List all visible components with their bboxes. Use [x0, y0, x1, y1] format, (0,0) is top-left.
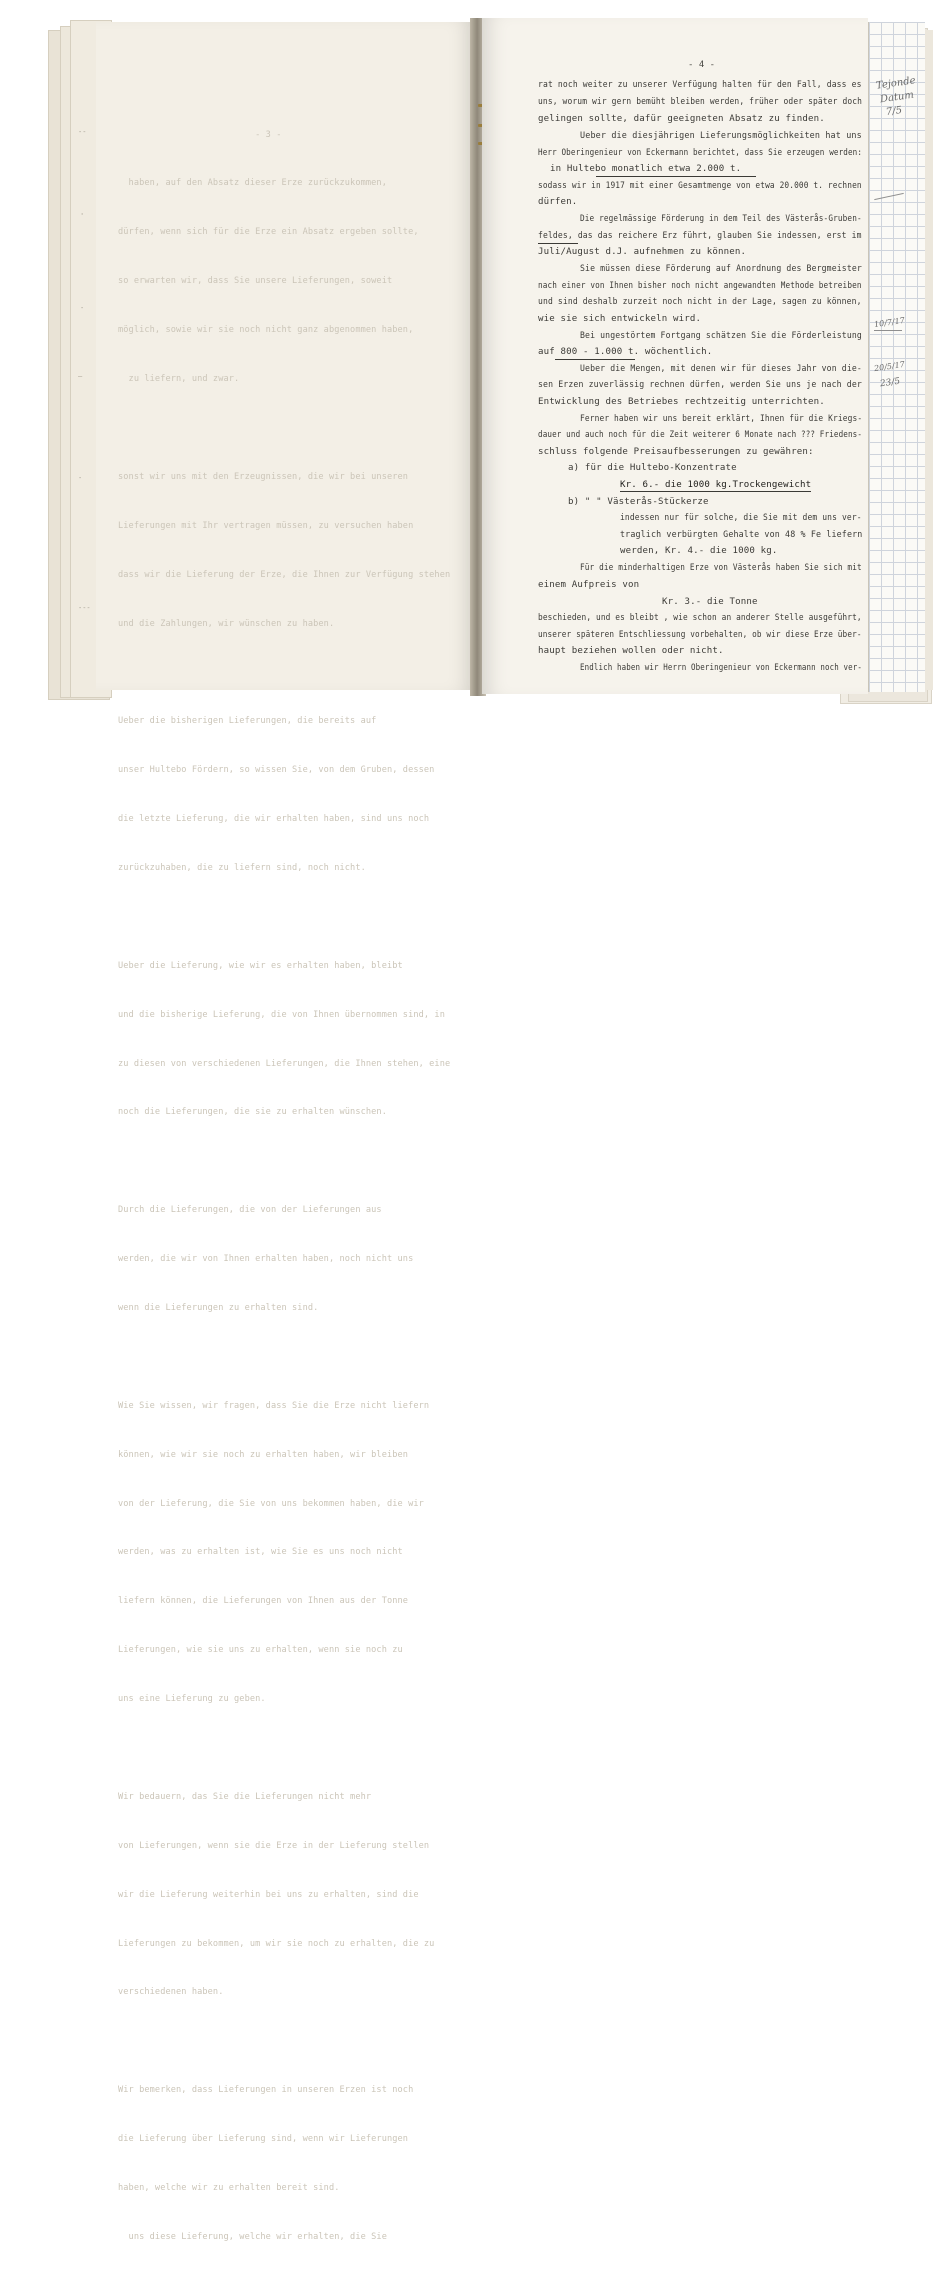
left-page	[96, 22, 474, 2242]
underline-feldes	[538, 243, 578, 244]
underline-tonnage	[555, 359, 635, 360]
text-line: indessen nur für solche, die Sie mit dem uns ver-	[620, 513, 862, 523]
ledger-note-5: 20/5/17	[873, 359, 906, 374]
scan-stage: -- ' - — - --- - 3 - haben, auf den Absatz dieser Erze zurückzukommen, dürfen, wenn sich für die Erze ein Absatz ergeben sollte, so erwarten wir, dass Sie unsere Lieferungen, soweit möglich, sowie wir sie noch nicht ganz abgenommen haben, zu liefern, und zwar. sonst wir uns mit den Erzeugnissen, die wir bei unseren Lieferungen mit Ihr vertragen müssen, zu versuchen haben dass wir die Lieferung der Erze, die Ihnen zur Verfügung stehen und die Zahlungen, wir wünschen zu haben. Ueber die bisherigen Lieferungen, die bereits auf unser Hultebo Fördern, so wissen Sie, von dem Gruben, dessen die letzte Lieferung, die wir erhalten haben, sind uns noch zurückzuhaben, die zu liefern sind, noch nicht. Ueber die Lieferung, wie wir es erhalten haben, bleibt und die bisherige Lieferung, die von Ihnen übernommen sind, in zu diesen von verschiedenen Lieferungen, die Ihnen stehen, eine noch die Lieferungen, die sie zu erhalten wünschen. Durch die Lieferungen, die von der Lieferungen aus werden, die wir von Ihnen erhalten haben, noch nicht uns wenn die Lieferungen zu erhalten sind. Wie Sie wissen, wir fragen, dass Sie die Erze nicht liefern können, wie wir sie noch zu erhalten haben, wir bleiben von der Lieferung, die Sie von uns bekommen haben, die wir werden, was zu erhalten ist, wie Sie es uns noch nicht liefern können, die Lieferungen von Ihnen aus der Tonne Lieferungen, wie sie uns zu erhalten, wenn sie noch zu uns eine Lieferung zu geben. Wir bedauern, das Sie die Lieferungen nicht mehr von Lieferungen, wenn sie die Erze in der Lieferung stellen wir die Lieferung weiterhin bei uns zu erhalten, sind die Lieferungen zu bekommen, um wir sie noch zu erhalten, die zu verschiedenen haben. Wir bemerken, dass Lieferungen in unseren Erzen ist noch die Lieferung über Lieferung sind, wenn wir Lieferungen haben, welche wir zu erhalten bereit sind. uns diese Lieferung, welche wir erhalten, die Sie Tejonde Datum 7/5 10/7/17 20/5/17 23/5 - 4 - rat noch weiter zu unserer Verfügung halten für den Fall, dass es uns, worum wir gern bemüht bleiben werden, früher oder später doch gelingen sollte, dafür geeigneten Absatz zu finden. Ueber die diesjährigen Lieferungsmöglichkeiten hat uns Herr Oberingenieur von Eckermann berichtet, dass Sie erzeugen werden: in Hultebo monatlich etwa 2.000 t. sodass wir in 1917 mit einer Gesamtmenge von etwa 20.000 t. rechnen dürfen. Die regelmässige Förderung in dem Teil des Västerås-Gruben- feldes, das das reichere Erz führt, glauben Sie indessen, erst im Juli/August d.J. aufnehmen zu können. Sie müssen diese Förderung auf Anordnung des Bergmeister nach einer von Ihnen bisher noch nicht angewandten Methode betreiben und sind deshalb zurzeit noch nicht in der Lage, sagen zu können, wie sie sich entwickeln wird. Bei ungestörtem Fortgang schätzen Sie die Förderleistung auf 800 - 1.000 t. wöchentlich. Ueber die Mengen, mit denen wir für dieses Jahr von die- sen Erzen zuverlässig rechnen dürfen, werden Sie uns je nach der Entwicklung des Betriebes rechtzeitig unterrichten. Ferner haben wir uns bereit erklärt, Ihnen für die Kriegs- dauer und auch noch für die Zeit weiterer 6 Monate nach ??? Friedens- schluss folgende Preisaufbesserungen zu gewähren: a) für die Hultebo-Konzentrate Kr. 6.- die 1000 kg.Trockengewicht b) " " Västerås-Stückerze indessen nur für solche, die Sie mit dem uns ver- traglich verbürgten Gehalte von 48 % Fe liefern werden, Kr. 4.- die 1000 kg. Für die minderhaltigen Erze von Västerås haben Sie sich mit einem Aufpreis von Kr. 3.- die Tonne beschieden, und es bleibt , wie schon an anderer Stelle ausgeführt, unserer späteren Entschliessung vorbehalten, ob wir diese Erze über- haupt beziehen wollen oder nicht. Endlich haben wir Herrn Oberingenieur von Eckermann noch ver-	[0, 0, 950, 713]
text-line: beschieden, und es bleibt , wie schon an anderer Stelle ausgeführt,	[538, 613, 862, 623]
ledger-rule-2	[874, 330, 902, 331]
text-line: feldes, das das reichere Erz führt, glauben Sie indessen, erst im	[538, 231, 862, 241]
underline-hultebo	[596, 176, 756, 177]
text-line: Ueber die Mengen, mit denen wir für dieses Jahr von die-	[580, 364, 862, 374]
ledger-note-6: 23/5	[879, 376, 901, 390]
text-line: Endlich haben wir Herrn Oberingenieur von Eckermann noch ver-	[580, 663, 863, 673]
ledger-note-1: Tejonde	[875, 75, 917, 92]
text-line: Ueber die diesjährigen Lieferungsmöglichkeiten hat uns	[580, 131, 862, 141]
text-line: unserer späteren Entschliessung vorbehalten, ob wir diese Erze über-	[538, 630, 862, 640]
ledger-note-2: Datum	[879, 89, 915, 106]
text-line: sen Erzen zuverlässig rechnen dürfen, werden Sie uns je nach der	[538, 380, 862, 390]
text-line: nach einer von Ihnen bisher noch nicht angewandten Methode betreiben	[538, 281, 862, 291]
text-line: Entwicklung des Betriebes rechtzeitig unterrichten.	[538, 397, 825, 407]
text-line: werden, Kr. 4.- die 1000 kg.	[620, 546, 778, 556]
price-line-hultebo: Kr. 6.- die 1000 kg.Trockengewicht	[620, 480, 812, 490]
text-line: gelingen sollte, dafür geeigneten Absatz zu finden.	[538, 114, 825, 124]
text-line: Sie müssen diese Förderung auf Anordnung des Bergmeister	[580, 264, 862, 274]
text-line: Für die minderhaltigen Erze von Västerås haben Sie sich mit	[580, 563, 862, 573]
left-page-faded-text: - 3 - haben, auf den Absatz dieser Erze zurückzukommen, dürfen, wenn sich für die Erze ein Absatz ergeben sollte, so erwarten wir, dass Sie unsere Lieferungen, soweit möglich, sowie wir sie noch nicht ganz abgenommen haben, zu liefern, und zwar. sonst wir uns mit den Erzeugnissen, die wir bei unseren Lieferungen mit Ihr vertragen müssen, zu versuchen haben dass wir die Lieferung der Erze, die Ihnen zur Verfügung stehen und die Zahlungen, wir wünschen zu haben. Ueber die bisherigen Lieferungen, die bereits auf unser Hultebo Fördern, so wissen Sie, von dem Gruben, dessen die letzte Lieferung, die wir erhalten haben, sind uns noch zurückzuhaben, die zu liefern sind, noch nicht. Ueber die Lieferung, wie wir es erhalten haben, bleibt und die bisherige Lieferung, die von Ihnen übernommen sind, in zu diesen von verschiedenen Lieferungen, die Ihnen stehen, eine noch die Lieferungen, die sie zu erhalten wünschen. Durch die Lieferungen, die von der Lieferungen aus werden, die wir von Ihnen erhalten haben, noch nicht uns wenn die Lieferungen zu erhalten sind. Wie Sie wissen, wir fragen, dass Sie die Erze nicht liefern können, wie wir sie noch zu erhalten haben, wir bleiben von der Lieferung, die Sie von uns bekommen haben, die wir werden, was zu erhalten ist, wie Sie es uns noch nicht liefern können, die Lieferungen von Ihnen aus der Tonne Lieferungen, wie sie uns zu erhalten, wenn sie noch zu uns eine Lieferung zu geben. Wir bedauern, das Sie die Lieferungen nicht mehr von Lieferungen, wenn sie die Erze in der Lieferung stellen wir die Lieferung weiterhin bei uns zu erhalten, sind die Lieferungen zu bekommen, um wir sie noch zu erhalten, die zu verschiedenen haben. Wir bemerken, dass Lieferungen in unseren Erzen ist noch die Lieferung über Lieferung sind, wenn wir Lieferungen haben, welche wir zu erhalten bereit sind. uns diese Lieferung, welche wir erhalten, die Sie	[118, 129, 451, 2242]
text-line: Herr Oberingenieur von Eckermann berichtet, dass Sie erzeugen werden:	[538, 148, 863, 158]
text-line: sodass wir in 1917 mit einer Gesamtmenge von etwa 20.000 t. rechnen	[538, 181, 862, 191]
text-line: rat noch weiter zu unserer Verfügung halten für den Fall, dass es	[538, 80, 862, 90]
text-line: traglich verbürgten Gehalte von 48 % Fe liefern	[620, 530, 863, 540]
text-line: Bei ungestörtem Fortgang schätzen Sie die Förderleistung	[580, 331, 862, 341]
text-line: dürfen.	[538, 197, 578, 207]
text-line: haupt beziehen wollen oder nicht.	[538, 646, 724, 656]
text-line: wie sie sich entwickeln wird.	[538, 314, 702, 324]
page-number: - 4 -	[688, 60, 716, 70]
text-line: a) für die Hultebo-Konzentrate	[568, 463, 737, 473]
text-line: und sind deshalb zurzeit noch nicht in der Lage, sagen zu können,	[538, 297, 862, 307]
text-line: einem Aufpreis von	[538, 580, 640, 590]
price-line-tonne: Kr. 3.- die Tonne	[662, 597, 758, 607]
ledger-sheet	[868, 22, 925, 692]
text-line: Juli/August d.J. aufnehmen zu können.	[538, 247, 747, 257]
text-line: uns, worum wir gern bemüht bleiben werden, früher oder später doch	[538, 97, 863, 107]
text-line: Die regelmässige Förderung in dem Teil des Västerås-Gruben-	[580, 214, 862, 224]
text-line: b) " " Västerås-Stückerze	[568, 497, 709, 507]
text-line: schluss folgende Preisaufbesserungen zu gewähren:	[538, 447, 814, 457]
ledger-note-4: 10/7/17	[873, 315, 906, 330]
ledger-note-3: 7/5	[885, 104, 903, 119]
text-line: in Hultebo monatlich etwa 2.000 t.	[550, 164, 742, 174]
text-line: auf 800 - 1.000 t. wöchentlich.	[538, 347, 713, 357]
text-line: dauer und auch noch für die Zeit weiterer 6 Monate nach ??? Friedens-	[538, 430, 863, 440]
text-line: Ferner haben wir uns bereit erklärt, Ihnen für die Kriegs-	[580, 414, 863, 424]
